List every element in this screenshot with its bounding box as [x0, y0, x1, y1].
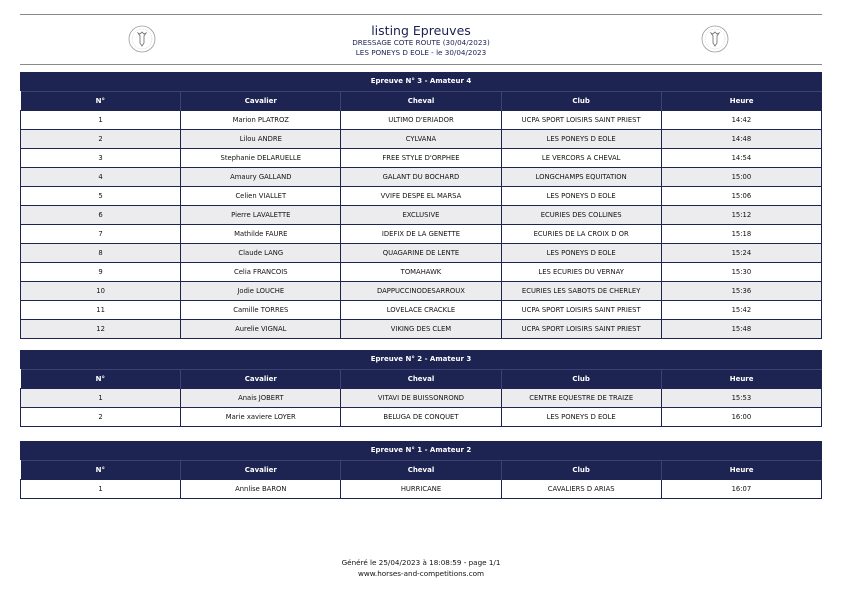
cell-time: 16:00	[661, 408, 821, 427]
cell-horse: EXCLUSIVE	[341, 206, 501, 225]
generated-timestamp: Généré le 25/04/2023 à 18:08:59 - page 1/1	[341, 558, 501, 567]
cell-horse: FREE STYLE D'ORPHEE	[341, 149, 501, 168]
table-row	[21, 263, 822, 282]
cell-number: 1	[21, 480, 181, 499]
page-footer	[0, 557, 842, 579]
cell-club: CAVALIERS D ARIAS	[501, 480, 661, 499]
column-header-rider: Cavalier	[181, 461, 341, 480]
column-header-rider: Cavalier	[181, 92, 341, 111]
section-title: Epreuve N° 1 - Amateur 2	[20, 441, 822, 460]
competition-name: DRESSAGE COTE ROUTE (30/04/2023)	[352, 38, 490, 47]
cell-horse: GALANT DU BOCHARD	[341, 168, 501, 187]
cell-horse: VITAVI DE BUISSONROND	[341, 389, 501, 408]
cell-time: 15:36	[661, 282, 821, 301]
column-header-club: Club	[501, 92, 661, 111]
cell-rider: Celien VIALLET	[181, 187, 341, 206]
table-row	[21, 320, 822, 339]
organizer-date: LES PONEYS D EOLE - le 30/04/2023	[355, 48, 487, 57]
cell-rider: Stephanie DELARUELLE	[181, 149, 341, 168]
cell-rider: Celia FRANCOIS	[181, 263, 341, 282]
cell-rider: Aurelie VIGNAL	[181, 320, 341, 339]
section-title: Epreuve N° 3 - Amateur 4	[20, 72, 822, 91]
cell-time: 15:30	[661, 263, 821, 282]
cell-time: 15:18	[661, 225, 821, 244]
cell-number: 8	[21, 244, 181, 263]
cell-number: 12	[21, 320, 181, 339]
table-row	[21, 206, 822, 225]
entries-table	[20, 369, 822, 427]
column-header-rider: Cavalier	[181, 370, 341, 389]
cell-club: UCPA SPORT LOISIRS SAINT PRIEST	[501, 301, 661, 320]
section-epreuve-3	[20, 72, 822, 339]
cell-number: 7	[21, 225, 181, 244]
cell-club: UCPA SPORT LOISIRS SAINT PRIEST	[501, 320, 661, 339]
cell-club: CENTRE EQUESTRE DE TRAIZE	[501, 389, 661, 408]
cell-rider: Mathilde FAURE	[181, 225, 341, 244]
page-title: listing Epreuves	[371, 23, 471, 38]
cell-time: 14:42	[661, 111, 821, 130]
cell-rider: Anais JOBERT	[181, 389, 341, 408]
column-header-horse: Cheval	[341, 92, 501, 111]
column-header-number: N°	[21, 92, 181, 111]
cell-number: 9	[21, 263, 181, 282]
cell-horse: CYLVANA	[341, 130, 501, 149]
cell-rider: Camille TORRES	[181, 301, 341, 320]
cell-time: 14:54	[661, 149, 821, 168]
cell-rider: Claude LANG	[181, 244, 341, 263]
cell-time: 15:42	[661, 301, 821, 320]
header-rule	[20, 64, 822, 65]
cell-horse: DAPPUCCINODESARROUX	[341, 282, 501, 301]
table-row	[21, 149, 822, 168]
table-row	[21, 225, 822, 244]
table-row	[21, 282, 822, 301]
column-header-time: Heure	[661, 461, 821, 480]
cell-club: UCPA SPORT LOISIRS SAINT PRIEST	[501, 111, 661, 130]
cell-rider: Annlise BARON	[181, 480, 341, 499]
column-header-number: N°	[21, 370, 181, 389]
cell-horse: VVIFE DESPE EL MARSA	[341, 187, 501, 206]
column-header-horse: Cheval	[341, 370, 501, 389]
cell-horse: TOMAHAWK	[341, 263, 501, 282]
cell-rider: Amaury GALLAND	[181, 168, 341, 187]
cell-club: LES PONEYS D EOLE	[501, 408, 661, 427]
cell-horse: ULTIMO D'ERIADOR	[341, 111, 501, 130]
horse-emblem-icon	[700, 24, 730, 54]
cell-club: ECURIES DE LA CROIX D OR	[501, 225, 661, 244]
column-header-club: Club	[501, 370, 661, 389]
cell-club: LES PONEYS D EOLE	[501, 187, 661, 206]
cell-number: 10	[21, 282, 181, 301]
cell-time: 15:53	[661, 389, 821, 408]
website-link[interactable]: www.horses-and-competitions.com	[357, 569, 485, 578]
cell-horse: HURRICANE	[341, 480, 501, 499]
cell-time: 15:12	[661, 206, 821, 225]
cell-number: 1	[21, 111, 181, 130]
cell-time: 15:06	[661, 187, 821, 206]
cell-number: 3	[21, 149, 181, 168]
cell-rider: Lilou ANDRE	[181, 130, 341, 149]
cell-club: ECURIES LES SABOTS DE CHERLEY	[501, 282, 661, 301]
cell-rider: Marion PLATROZ	[181, 111, 341, 130]
table-row	[21, 408, 822, 427]
table-header-row	[21, 92, 822, 111]
cell-time: 16:07	[661, 480, 821, 499]
top-rule	[20, 14, 822, 15]
table-row	[21, 389, 822, 408]
cell-club: ECURIES DES COLLINES	[501, 206, 661, 225]
cell-horse: LOVELACE CRACKLE	[341, 301, 501, 320]
section-epreuve-2	[20, 350, 822, 427]
cell-horse: QUAGARINE DE LENTE	[341, 244, 501, 263]
table-row	[21, 301, 822, 320]
table-header-row	[21, 370, 822, 389]
column-header-club: Club	[501, 461, 661, 480]
cell-number: 2	[21, 408, 181, 427]
cell-number: 6	[21, 206, 181, 225]
cell-number: 5	[21, 187, 181, 206]
table-row	[21, 244, 822, 263]
cell-time: 14:48	[661, 130, 821, 149]
cell-club: LONGCHAMPS EQUITATION	[501, 168, 661, 187]
section-epreuve-1	[20, 441, 822, 499]
section-title: Epreuve N° 2 - Amateur 3	[20, 350, 822, 369]
column-header-horse: Cheval	[341, 461, 501, 480]
table-row	[21, 168, 822, 187]
cell-number: 11	[21, 301, 181, 320]
cell-club: LES ECURIES DU VERNAY	[501, 263, 661, 282]
cell-horse: BELUGA DE CONQUET	[341, 408, 501, 427]
table-header-row	[21, 461, 822, 480]
column-header-time: Heure	[661, 92, 821, 111]
entries-table	[20, 460, 822, 499]
cell-rider: Marie xaviere LOYER	[181, 408, 341, 427]
cell-number: 2	[21, 130, 181, 149]
cell-horse: VIKING DES CLEM	[341, 320, 501, 339]
table-row	[21, 130, 822, 149]
cell-time: 15:48	[661, 320, 821, 339]
cell-club: LES PONEYS D EOLE	[501, 244, 661, 263]
cell-club: LE VERCORS A CHEVAL	[501, 149, 661, 168]
cell-rider: Jodie LOUCHE	[181, 282, 341, 301]
cell-number: 1	[21, 389, 181, 408]
entries-table	[20, 91, 822, 339]
cell-time: 15:24	[661, 244, 821, 263]
column-header-time: Heure	[661, 370, 821, 389]
column-header-number: N°	[21, 461, 181, 480]
cell-number: 4	[21, 168, 181, 187]
table-row	[21, 187, 822, 206]
cell-rider: Pierre LAVALETTE	[181, 206, 341, 225]
cell-horse: IDEFIX DE LA GENETTE	[341, 225, 501, 244]
table-row	[21, 480, 822, 499]
cell-time: 15:00	[661, 168, 821, 187]
cell-club: LES PONEYS D EOLE	[501, 130, 661, 149]
table-row	[21, 111, 822, 130]
